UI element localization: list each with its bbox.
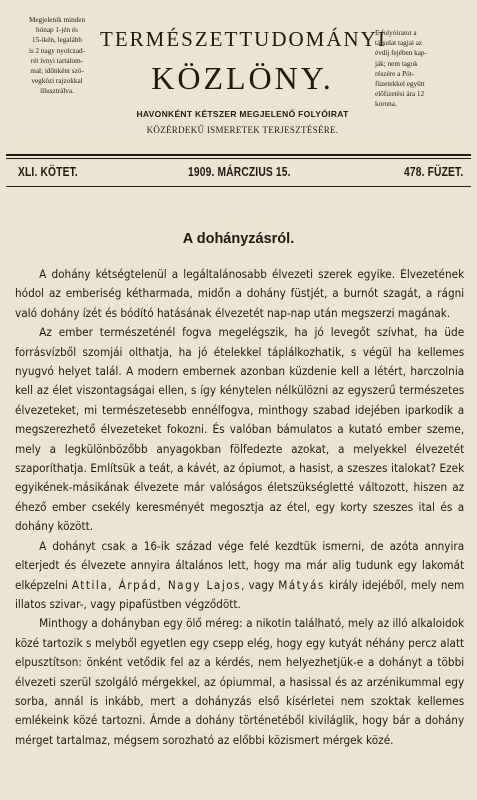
paragraph-text: A dohányt csak a 16-ik század vége felé kezdtük ismerni, de azóta annyira elterjedt és élvezete annyira általános lett, hogy ma már alig tudunk egy lakomát elképzelni: [15, 539, 465, 592]
publication-note: Megjelenik minden hónap 1-jén és 15-ikén, legalább is 2 nagy nyolczad- rét ívnyi tartalom- mal; időnként szö- vegközi rajzokkal illusztrálva.: [28, 16, 86, 96]
paragraph: A dohány kétségtelenül a legáltalánosabb élvezeti szerek egyike. Élvezetének hódol az emberiség kétharmada, midőn a dohány füstjét, a burnót szagát, a rágni való dohány ízét és bódító hatásának élvezetét nap-nap után megszerzi magának.: [15, 268, 465, 320]
subscription-note: E folyóiratot a társulat tagjai az évdíj fejében kap- ják; nem tagok részére a Pót- füzetekkel együtt előfizetési ára 12 korona.: [375, 29, 427, 109]
article-title: A dohányzásról.: [182, 231, 295, 247]
king-name: Mátyás: [278, 578, 325, 592]
issue-number: 478. FÜZET.: [404, 165, 464, 179]
paragraph: Az ember természeténél fogva megelégszik, ha jó levegőt szívhat, ha üde forrásvízből szomjái olthatja, ha jó ételekkel táplálkozhatik, s végül ha kellemes nyugvó helyet talál. A modern embernek azonban küzdenie kell a létért, harczolnia kell az élet viszontagságai ellen, s így kénytelen nélkülözni az egyszerű természetes élvezeteket, mi természetesebb ennélfogva, minthogy szabad idejében iparkodik a megszerezhető élvezeteket fokozni. És valóban bámulatos a kutató ember szeme, mely a legkülönbözőbb anyagokban fölfedezte azokat, a melyekkel élvezetét szaporíthatja. Említsük a teát, a kávét, az ópiumot, a hasist, a szeszes italokat? Ezek egyikének-másikának élvezete már valóságos életszükségletté változott, hiszen az éhező ember csekély keresményét megosztja az étel, egy korty szeszes ital és a dohány között.: [15, 326, 465, 534]
journal-title-line1: TERMÉSZETTUDOMÁNYI: [100, 27, 387, 51]
journal-title-line2: KÖZLÖNY.: [151, 60, 334, 96]
journal-subtitle: HAVONKÉNT KÉTSZER MEGJELENŐ FOLYÓIRAT: [136, 109, 349, 119]
issue-rule: [6, 186, 471, 187]
paragraph: [15, 537, 464, 615]
journal-tagline: KÖZÉRDEKŰ ISMERETEK TERJESZTÉSÉRE.: [146, 125, 339, 135]
header-rule-thick: [6, 154, 471, 156]
paragraph-text: , vagy: [241, 578, 279, 592]
historic-names: Attila, Árpád, Nagy Lajos: [71, 578, 242, 592]
volume-label: XLI. KÖTET.: [18, 165, 78, 179]
header-rule-thin: [6, 158, 471, 159]
issue-date: 1909. MÁRCZIUS 15.: [188, 165, 291, 179]
article-body: [15, 265, 464, 750]
paragraph: Minthogy a dohányban egy ölő méreg: a nikotin található, mely az illó alkaloidok közé tartozik s melyből egyetlen egy csepp elég, hogy egy kutyát néhány percz alatt elpusztítson: önként vetődik fel az a kérdés, nem helyezhetjük-e a dohányt a többi élvezeti szerül szolgáló mérgekkel, az ópiummal, a hasissal és az arzénikummal egy sorba, annál is inkább, mert a dohányzás első kísérletei nem szoktak kellemes emlékeink közé tartozni. Ámde a dohány történetéből kiviláglik, hogy bár a dohány mérget tartalmaz, mégsem sorozható az előbbi közismert mérgek közé.: [15, 617, 465, 747]
paragraph-text: király idejéből, mely nem illatos szivar-, vagy pipafüstben végződött.: [15, 578, 465, 611]
